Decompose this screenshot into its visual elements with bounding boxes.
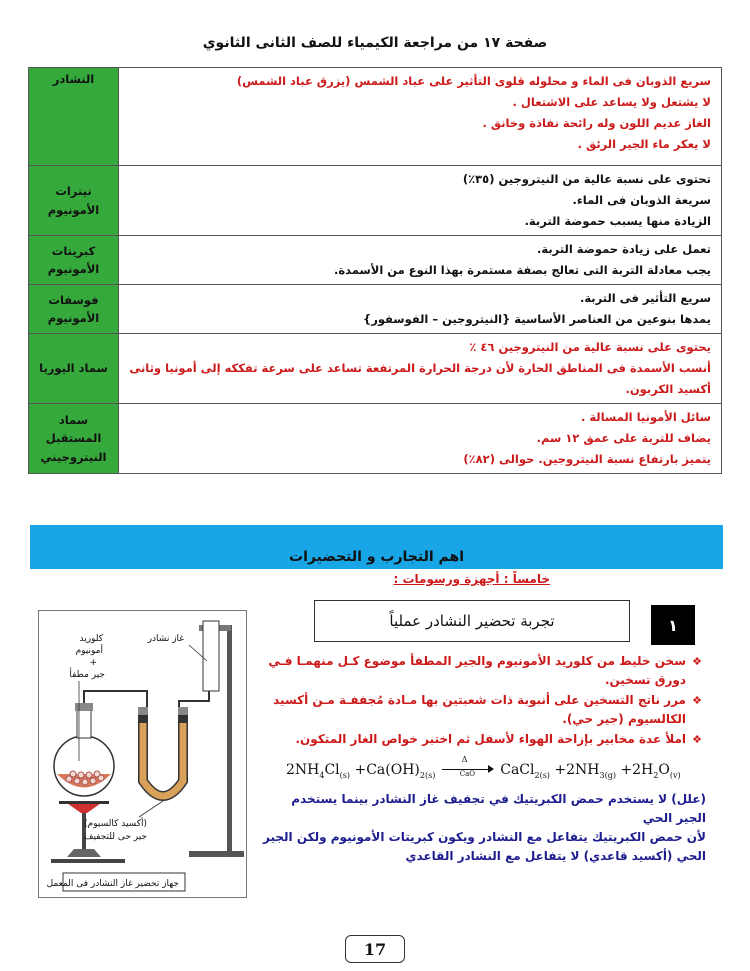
apparatus-caption: جهاز تحضير غاز النشادر فى المعمل [46,879,179,889]
section-banner [30,525,723,569]
table-row [29,68,722,166]
table-row [29,404,722,474]
explanation-notes [260,790,706,866]
fertilizer-name: النشادر [29,68,119,166]
description-line: تعمل على زيادة حموضة التربة. [537,242,711,256]
description-line: أنسب الأسمدة فى المناطق الحارة لأن درجة الحرارة المرتفعة تساعد على سرعة تفككه إلى أمونيا وثانى أكسيد الكربون. [129,361,711,396]
label-dryer: جير حى للتجفيف [84,832,147,842]
eq-term: CaCl [500,762,535,778]
diamond-bullet-icon: ❖ [692,733,702,746]
fertilizer-description [119,404,722,474]
fertilizer-name: فوسفات الأمونيوم [29,285,119,334]
fertilizer-name: سماد المستقبل النيتروجيني [29,404,119,474]
reaction-arrow-icon [440,755,496,780]
eq-sub: 3(g) [599,770,616,780]
description-line: لا يعكر ماء الجير الرئق . [577,137,711,151]
eq-sub: (s) [339,770,351,780]
table-row [29,236,722,285]
fertilizer-description [119,285,722,334]
arrow-top-label: Δ [461,755,468,764]
description-line: يتميز بارتفاع نسبة النيتروجين. حوالى (٨٢٪) [463,452,711,466]
diamond-bullet-icon: ❖ [692,694,702,707]
section-label-text: خامساً : أجهزة ورسومات : [393,572,550,586]
fertilizer-description [119,236,722,285]
eq-term: +Ca(OH) [354,762,420,778]
description-line: لا يشتعل ولا يساعد على الاشتعال . [512,95,711,109]
label-reactants: جير مطفأ [69,670,105,680]
eq-sub: 2 [653,770,659,780]
table-row [29,285,722,334]
fertilizer-description [119,334,722,404]
answer-text: لأن حمض الكبريتيك يتفاعل مع النشادر ويكون كبريتات الأمونيوم ولكن الجير الحي (أكسيد قاعدي) لا يتفاعل مع النشادر القاعدي [263,830,706,863]
list-item [256,730,702,749]
label-reactants: + [89,658,97,668]
label-reactants: كلوريد [79,634,103,644]
section-label [393,572,550,586]
chemical-equation [286,755,686,786]
label-reactants: أمونيوم [75,646,103,656]
step-text: مرر ناتج التسخين على أنبوبة ذات شعبتين بها مـادة مُجففـة مـن أكسيد الكالسيوم (جير حي). [273,693,686,726]
description-line: سريع التأثير فى التربة. [579,291,711,305]
eq-term: Cl [324,762,340,778]
table-row [29,166,722,236]
fertilizer-description [119,68,722,166]
description-line: تحتوى على نسبة عالية من النيتروجين (٣٥٪) [462,172,711,186]
description-line: يجب معادلة التربة التى تعالج بصفة مستمرة بهذا النوع من الأسمدة. [333,263,711,277]
page-number: 17 [345,935,405,963]
eq-sub: (v) [669,770,681,780]
eq-sub: 2(s) [419,770,436,780]
eq-sub: 4 [319,770,325,780]
label-gas: غاز نشادر [147,634,184,644]
fertilizer-name: نيترات الأمونيوم [29,166,119,236]
experiment-number: ١ [651,605,695,645]
apparatus-diagram [38,610,247,898]
list-item [256,652,702,690]
page-header: صفحة ١٧ من مراجعة الكيمياء للصف الثانى الثانوي [202,35,548,51]
description-line: سريع الذوبان فى الماء و محلوله قلوى التأثير على عباد الشمس (يزرق عباد الشمس) [236,74,711,88]
diamond-bullet-icon: ❖ [692,655,702,668]
step-text: سخن خليط من كلوريد الأمونيوم والجير المطفأ موضوع كـل منهمـا فـي دورق تسخين. [268,654,686,687]
step-text: املأ عدة مخابير بإزاحة الهواء لأسفل ثم اختبر خواص الغاز المتكون. [295,732,686,746]
eq-term: O [658,762,670,778]
fertilizer-name: سماد اليوريا [29,334,119,404]
question-text: (علل) لا يستخدم حمض الكبريتيك في تجفيف غاز النشادر بينما يستخدم الجير الحي [291,792,706,825]
description-line: يمدها بنوعين من العناصر الأساسية {النيتروجين – الفوسفور} [363,312,711,326]
description-line: الغاز عديم اللون وله رائحة نفاذة وخانق . [482,116,711,130]
eq-term: 2NH [286,762,320,778]
banner-title: اهم التجارب و التحضيرات [289,549,464,565]
fertilizer-name: كبريتات الأمونيوم [29,236,119,285]
description-line: يضاف للتربة على عمق ١٢ سم. [536,431,711,445]
label-dryer: (أكسيد كالسيوم) [84,819,147,829]
table-row [29,334,722,404]
eq-sub: 2(s) [534,770,550,780]
list-item [256,691,702,729]
arrow-bottom-label: CaO [459,770,476,778]
fertilizer-table [28,67,722,474]
description-line: سائل الأمونيا المسالة . [580,410,711,424]
ammonia-apparatus-illustration [39,611,246,897]
experiment-title: تجربة تحضير النشادر عملياً [314,600,630,642]
description-line: سريعة الذوبان فى الماء. [572,193,711,207]
fertilizer-description [119,166,722,236]
experiment-steps [256,652,702,750]
eq-term: +2H [620,762,654,778]
description-line: يحتوى على نسبة عالية من النيتروجين ٤٦ ٪ [469,340,711,354]
description-line: الزيادة منها يسبب حموضة التربة. [524,214,711,228]
eq-term: +2NH [554,762,600,778]
